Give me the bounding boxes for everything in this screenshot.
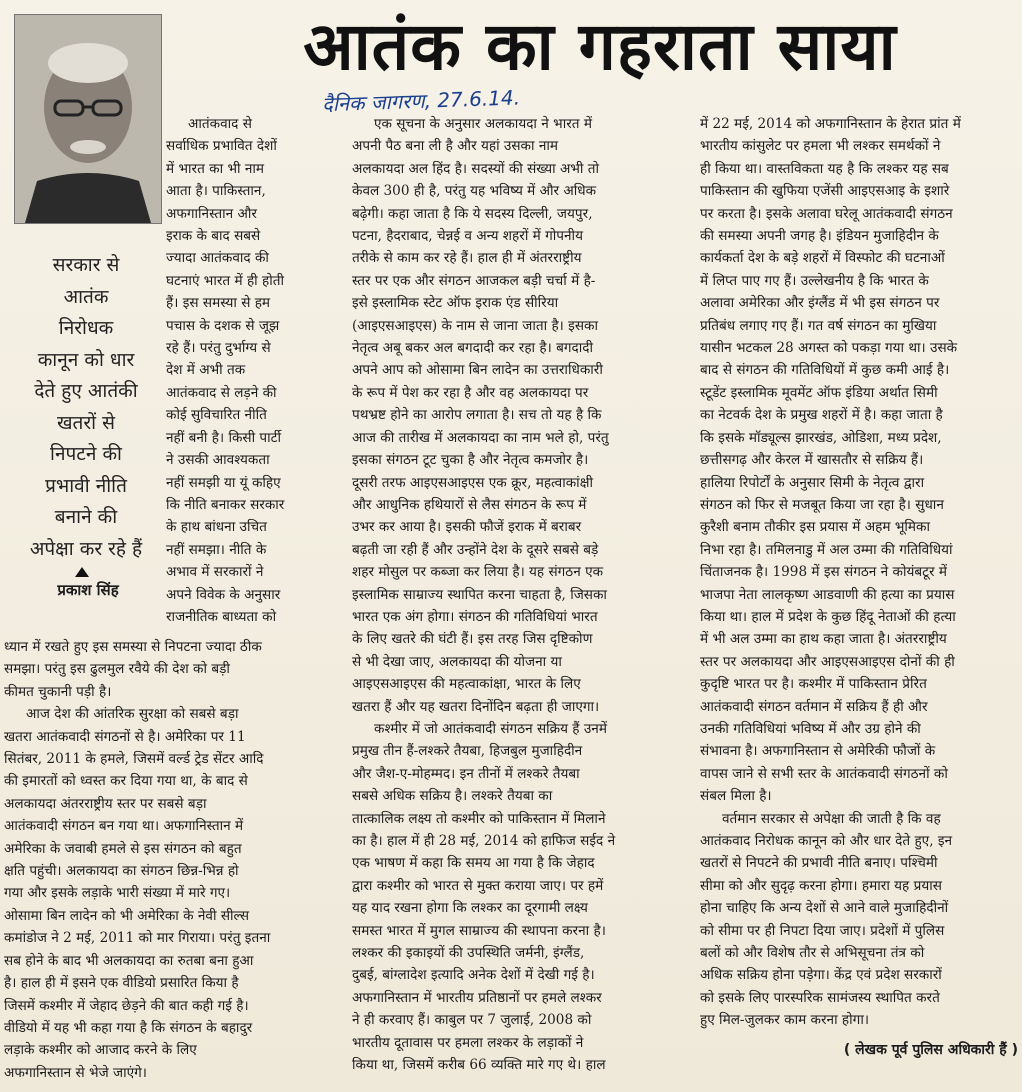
text-line: द्वारा कश्मीर को भारत से मुक्त कराया जाए। पर हमें	[352, 877, 604, 894]
column-3	[700, 113, 1020, 1032]
text-line: अपने आप को ओसामा बिन लादेन का उत्तराधिकारी	[352, 362, 603, 379]
author-photo-illustration	[15, 15, 161, 223]
text-line: केवल 300 ही है, परंतु यह भविष्य में और अधिक	[352, 183, 597, 200]
text-line: की समस्या अपनी जगह है। इंडियन मुजाहिदीन के	[700, 228, 939, 245]
text-line: ने उसकी आवश्यकता	[166, 452, 270, 469]
text-line: इराक के बाद सबसे	[166, 228, 261, 245]
text-line: को सीमा पर ही निपटा दिया जाए। प्रदेशों में पुलिस	[700, 922, 945, 939]
text-line: में भारत का भी नाम	[166, 160, 265, 177]
text-line: सीमा को और सुदृढ़ करना होगा। हमारा यह प्रयास	[700, 877, 942, 894]
text-line: आइएसआइएस की महत्वाकांक्षा, भारत के लिए	[352, 676, 581, 693]
text-line: ज्यादा आतंकवाद की	[166, 250, 269, 267]
text-line: बढ़ती जा रही हैं और उन्होंने देश के दूसरे सबसे बड़े	[352, 541, 599, 558]
text-line: खतरों से निपटने की प्रभावी नीति बनाए। पश्चिमी	[700, 855, 938, 872]
text-line: आज की तारीख में अलकायदा का नाम भले हो, परंतु	[352, 429, 609, 446]
text-line: लड़ाके कश्मीर को आजाद करने के लिए	[4, 1042, 197, 1059]
text-line: देश में अभी तक	[166, 362, 246, 379]
text-line: भाजपा नेता लालकृष्ण आडवाणी की हत्या का प्रयास	[700, 586, 955, 603]
text-line: पर करता है। इसके अलावा घरेलू आतंकवादी संगठन	[700, 205, 953, 222]
text-line: संबल मिला है।	[700, 788, 772, 805]
text-line: अफगानिस्तान और	[166, 205, 257, 222]
text-line: नेतृत्व अबू बकर अल बगदादी कर रहा है। बगदादी	[352, 340, 593, 357]
text-line: छत्तीसगढ़ और केरल में खासतौर से सक्रिय हैं।	[700, 452, 924, 469]
text-line: आतंकवाद से लड़ने की	[166, 384, 277, 401]
text-line: खतरा आतंकवादी संगठनों से है। अमेरिका पर 11	[4, 728, 246, 745]
text-line: पाकिस्तान की खुफिया एजेंसी आइएसआइ के इशारे	[700, 183, 950, 200]
text-line: हुए मिल-जुलकर काम करना होगा।	[700, 1012, 870, 1029]
pull-quote-line: कानून को धार	[37, 348, 135, 371]
pull-quote-line: निरोधक	[58, 317, 114, 339]
text-line: कार्यकर्ता देश के बड़े शहरों में विस्फोट की घटनाओं	[700, 250, 945, 267]
text-line: इसे इस्लामिक स्टेट ऑफ इराक एंड सीरिया	[352, 295, 559, 312]
text-line: और आधुनिक हथियारों से लैस संगठन के रूप में	[352, 496, 587, 513]
text-line: उनकी गतिविधियां भविष्य में और उग्र होने की	[700, 720, 921, 737]
text-line: में लिप्त पाए गए हैं। उल्लेखनीय है कि भारत के	[700, 272, 929, 289]
handwritten-note: दैनिक जागरण, 27.6.14.	[321, 85, 521, 117]
text-line: कुरैशी बनाम तौकीर इस प्रयास में अहम भूमिका	[700, 519, 930, 536]
text-line: समस्त भारत में मुगल साम्राज्य की स्थापना करना है।	[352, 922, 606, 939]
text-line: है। हाल ही में इसने एक वीडियो प्रसारित किया है	[4, 975, 239, 992]
text-line: नहीं समझी या यूं कहिए	[166, 474, 281, 491]
text-line: क्षति पहुंची। अलकायदा का संगठन छिन्न-भिन्न हो	[4, 863, 239, 880]
text-line: के लिए खतरे की घंटी हैं। इस तरह जिस दृष्टिकोण	[352, 631, 593, 648]
byline: प्रकाश सिंह	[57, 581, 119, 599]
text-line: अभाव में सरकारों ने	[166, 564, 264, 581]
text-line: कि इसके मॉड्यूल्स झारखंड, ओडिशा, मध्य प्रदेश,	[700, 429, 942, 446]
text-line: (आइएसआइएस) के नाम से जाना जाता है। इसका	[352, 317, 598, 334]
text-line: अपनी पैठ बना ली है और यहां उसका नाम	[352, 138, 559, 155]
text-line: इस्लामिक साम्राज्य स्थापित करना चाहता है, जिसका	[352, 586, 607, 603]
text-line: वापस जाने से सभी स्तर के आतंकवादी संगठनों को	[700, 765, 948, 782]
text-line: गया और इसके लड़ाके भारी संख्या में मारे गए।	[4, 885, 231, 902]
pull-quote-line: सरकार से	[52, 254, 120, 276]
text-line: से भी देखा जाए, अलकायदा की योजना या	[352, 653, 562, 670]
text-line: ही किया था। वास्तविकता यह है कि लश्कर यह सब	[700, 160, 949, 177]
text-line: इसका संगठन टूट चुका है और नेतृत्व कमजोर है।	[352, 452, 589, 469]
text-line: वर्तमान सरकार से अपेक्षा की जाती है कि वह	[722, 810, 941, 827]
text-line: संगठन को फिर से मजबूत किया जा रहा है। सुधान	[700, 496, 944, 513]
text-line: कमांडोज ने 2 मई, 2011 को मार गिराया। परंतु इतना	[4, 930, 271, 947]
column-2	[352, 113, 670, 1076]
text-line: बढ़ेगी। कहा जाता है कि ये सदस्य दिल्ली, जयपुर,	[352, 205, 593, 222]
text-line: को इसके लिए पारस्परिक सामंजस्य स्थापित करते	[700, 989, 940, 1006]
text-line: राजनीतिक बाध्यता को	[166, 608, 277, 625]
text-line: अपने विवेक के अनुसार	[166, 586, 281, 603]
text-line: अलावा अमेरिका और इंग्लैंड में भी इस संगठन पर	[700, 295, 940, 312]
headline: आतंक का गहराता साया	[303, 8, 897, 85]
text-line: एक सूचना के अनुसार अलकायदा ने भारत में	[374, 116, 592, 132]
text-line: भारत एक अंग होगा। संगठन की गतिविधियां भारत	[352, 608, 598, 625]
text-line: लश्कर की इकाइयों की उपस्थिति जर्मनी, इंग्लैंड,	[352, 945, 585, 962]
text-line: शहर मोसुल पर कब्जा कर लिया है। यह संगठन एक	[352, 564, 604, 581]
text-line: में भी अल उम्मा का हाथ कहा जाता है। अंतरराष्ट्रीय	[700, 631, 947, 648]
text-line: स्टूडेंट इस्लामिक मूवमेंट ऑफ इंडिया अर्थात सिमी	[700, 384, 938, 401]
text-line: किया था, जिसमें करीब 66 व्यक्ति मारे गए थे। हाल	[352, 1057, 606, 1074]
text-line: में 22 मई, 2014 को अफगानिस्तान के हेरात प्रांत में	[700, 116, 961, 132]
text-line: कि नीति बनाकर सरकार	[166, 496, 285, 513]
text-line: पथभ्रष्ट होने का आरोप लगाता है। सच तो यह है कि	[352, 407, 602, 424]
pull-quote-line: आतंक	[63, 285, 109, 308]
text-line: बाद से संगठन की गतिविधियों में कुछ कमी आई है।	[700, 362, 950, 379]
text-line: सबसे अधिक सक्रिय है। लश्करे तैयबा का	[352, 788, 553, 805]
text-line: के हाथ बांधना उचित	[166, 519, 267, 536]
text-line: अधिक सक्रिय होना पड़ेगा। केंद्र एवं प्रदेश सरकारों	[700, 967, 942, 984]
text-line: अमेरिका के जवाबी हमले से इस संगठन को बहुत	[4, 840, 242, 857]
byline-triangle-icon	[75, 567, 89, 577]
text-line: नहीं बनी है। किसी पार्टी	[166, 429, 282, 446]
text-line: स्तर पर अलकायदा और आइएसआइएस दोनों की ही	[700, 653, 955, 670]
text-line: ने ही करवाए हैं। काबुल पर 7 जुलाई, 2008 को	[352, 1012, 592, 1029]
text-line: अफगानिस्तान में भारतीय प्रतिष्ठानों पर हमले लश्कर	[352, 989, 602, 1006]
pull-quote-line: देते हुए आतंकी	[34, 380, 138, 402]
pull-quote-line: खतरों से	[57, 411, 115, 434]
text-line: निभा रहा है। तमिलनाडु में अल उम्मा की गतिविधियां	[700, 541, 953, 558]
text-line: अलकायदा अंतरराष्ट्रीय स्तर पर सबसे बड़ा	[4, 795, 207, 812]
text-line: प्रमुख तीन हैं-लश्करे तैयबा, हिजबुल मुजाहिदीन	[352, 743, 583, 760]
pull-quote-line: बनाने की	[54, 506, 118, 528]
text-line: प्रतिबंध लगाए गए हैं। गत वर्ष संगठन का मुखिया	[700, 317, 937, 334]
text-line: सर्वाधिक प्रभावित देशों	[166, 138, 277, 155]
text-line: भारतीय कांसुलेट पर हमला भी लश्कर समर्थकों ने	[700, 138, 941, 155]
text-line: तरीके से काम कर रहे हैं। हाल ही में अंतरराष्ट्रीय	[352, 250, 582, 267]
text-line: घटनाएं भारत में ही होती	[166, 272, 285, 289]
text-line: एक भाषण में कहा कि समय आ गया है कि जेहाद	[352, 855, 595, 872]
column-1-bottom	[4, 636, 324, 1084]
author-photo	[14, 14, 162, 224]
pull-quote-line: प्रभावी नीति	[45, 474, 127, 497]
text-line: हालिया रिपोर्टों के अनुसार सिमी के नेतृत्व द्वारा	[700, 474, 925, 491]
text-line: ध्यान में रखते हुए इस समस्या से निपटना ज्यादा ठीक	[4, 639, 262, 655]
text-line: यासीन भटकल 28 अगस्त को पकड़ा गया था। उसके	[700, 340, 958, 357]
text-line: खतरा हैं और यह खतरा दिनोंदिन बढ़ता ही जाएगा।	[352, 698, 600, 715]
text-line: पटना, हैदराबाद, चेन्नई व अन्य शहरों में गोपनीय	[352, 228, 583, 245]
text-line: वीडियो में यह भी कहा गया है कि संगठन के बहादुर	[4, 1019, 253, 1036]
text-line: पचास के दशक से जूझ	[166, 317, 280, 334]
text-line: रहे हैं। परंतु दुर्भाग्य से	[166, 340, 271, 357]
text-line: किया था। हाल में प्रदेश के कुछ हिंदू नेताओं की हत्या	[700, 608, 956, 625]
text-line: दुबई, बांग्लादेश इत्यादि अनेक देशों में देखी गई है।	[352, 967, 595, 984]
text-line: जिसमें कश्मीर में जेहाद छेड़ने की बात कही गई है।	[4, 997, 249, 1014]
text-line: कश्मीर में जो आतंकवादी संगठन सक्रिय हैं उनमें	[374, 720, 607, 737]
text-line: कोई सुविचारित नीति	[166, 407, 267, 424]
text-line: अफगानिस्तान से भेजे जाएंगे।	[4, 1064, 147, 1081]
text-line: सब होने के बाद भी अलकायदा का रुतबा बना हुआ	[4, 952, 254, 969]
text-line: बलों को और विशेष तौर से अभिसूचना तंत्र को	[700, 945, 925, 962]
text-line: यह याद रखना होगा कि लश्कर का दूरगामी लक्ष्य	[352, 900, 588, 917]
author-note: ( लेखक पूर्व पुलिस अधिकारी हैं )	[843, 1042, 1018, 1058]
text-line: दूसरी तरफ आइएसआइएस एक क्रूर, महत्वाकांक्षी	[352, 474, 593, 491]
text-line: का नेटवर्क देश के प्रमुख शहरों में है। कहा जाता है	[700, 407, 943, 424]
text-line: समझा। परंतु इस ढुलमुल रवैये की देश को बड़ी	[4, 661, 230, 678]
text-line: आतंकवादी संगठन बन गया था। अफगानिस्तान में	[4, 818, 244, 835]
text-line: स्तर पर एक और संगठन आजकल बड़ी चर्चा में है-	[352, 272, 596, 289]
text-line: कुदृष्टि भारत पर है। कश्मीर में पाकिस्तान प्रेरित	[700, 676, 927, 693]
pull-quote	[10, 250, 162, 565]
pull-quote-line: अपेक्षा कर रहे हैं	[29, 537, 143, 560]
text-line: हैं। इस समस्या से हम	[166, 295, 271, 312]
text-line: आतंकवाद निरोधक कानून को और धार देते हुए, इन	[700, 833, 953, 849]
text-line: सितंबर, 2011 के हमले, जिसमें वर्ल्ड ट्रेड सेंटर आदि	[4, 751, 264, 768]
text-line: तात्कालिक लक्ष्य तो कश्मीर को पाकिस्तान में मिलाने	[352, 810, 606, 827]
text-line: संभावना है। अफगानिस्तान से अमेरिकी फौजों के	[700, 743, 936, 760]
text-line: का है। हाल में ही 28 मई, 2014 को हाफिज सईद ने	[352, 833, 616, 849]
text-line: भारतीय दूतावास पर हमला लश्कर के लड़ाकों ने	[352, 1034, 584, 1051]
text-line: होना चाहिए कि अन्य देशों से आने वाले मुजाहिदीनों	[700, 900, 949, 917]
text-line: नहीं समझा। नीति के	[166, 541, 267, 558]
text-line: अलकायदा अल हिंद है। सदस्यों की संख्या अभी तो	[352, 160, 600, 177]
text-line: उभर कर आया है। इसकी फौजें इराक में बराबर	[352, 519, 582, 536]
text-line: आता है। पाकिस्तान,	[166, 183, 266, 200]
text-line: चिंताजनक है। 1998 में इस संगठन ने कोयंबटूर में	[700, 564, 947, 581]
text-line: आतंकवादी संगठन वर्तमान में सक्रिय हैं ही और	[700, 698, 928, 715]
text-line: के रूप में पेश कर रहा है और वह अलकायदा पर	[352, 384, 589, 401]
text-line: कीमत चुकानी पड़ी है।	[4, 683, 112, 700]
text-line: और जैश-ए-मोहम्मद। इन तीनों में लश्करे तैयबा	[352, 765, 580, 782]
text-line: ओसामा बिन लादेन को भी अमेरिका के नेवी सील्स	[4, 907, 250, 924]
text-line: आतंकवाद से	[188, 116, 252, 132]
text-line: आज देश की आंतरिक सुरक्षा को सबसे बड़ा	[26, 706, 239, 723]
pull-quote-line: निपटने की	[50, 443, 122, 465]
text-line: की इमारतों को ध्वस्त कर दिया गया था, के बाद से	[4, 773, 248, 790]
column-1-top	[166, 113, 324, 628]
